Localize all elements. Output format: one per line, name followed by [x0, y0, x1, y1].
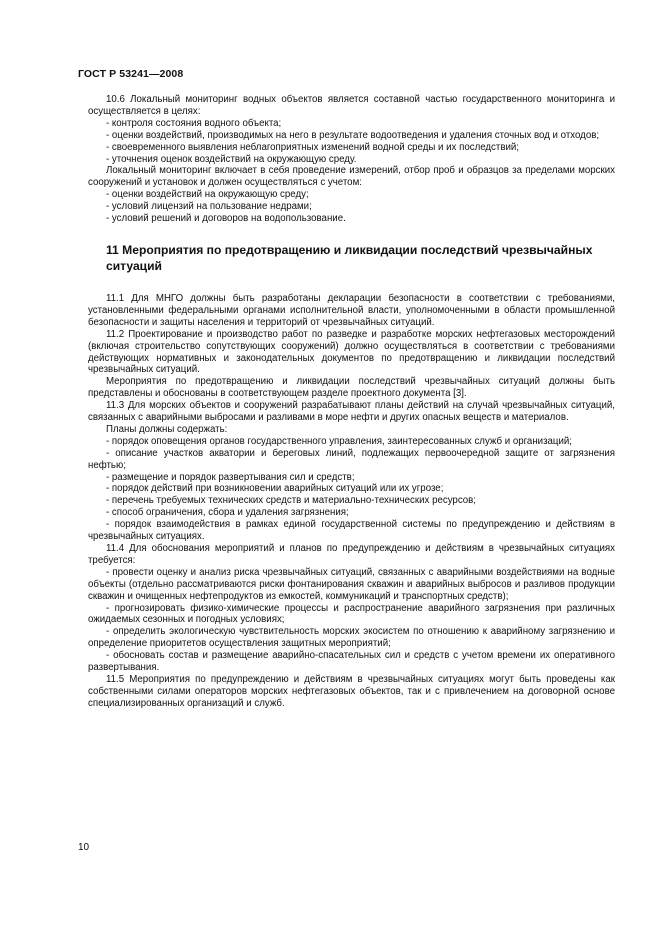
list-item: - контроля состояния водного объекта;: [106, 117, 282, 129]
list-item: - порядок взаимодействия в рамках единой государственной системы по предупреждению и действиям в чрезвычайных ситуациях.: [88, 519, 615, 543]
list-item: - оценки воздействий, производимых на него в результате водоотведения и удаления сточных вод и отходов;: [106, 129, 600, 141]
paragraph: 11.2 Проектирование и производство работ по разведке и разработке морских нефтегазовых месторождений (включая строительство сопутствующих сооружений) должно осуществляться в соответствии с требованиями действующих нормативных и законодательных документов по предотвращению и ликвидации последствий чрезвычайных ситуаций.: [88, 328, 615, 376]
list-item: - размещение и порядок развертывания сил и средств;: [106, 471, 355, 483]
paragraph: 11.4 Для обоснования мероприятий и планов по предупреждению и действиям в чрезвычайных ситуациях требуется:: [88, 543, 615, 566]
list-item: - прогнозировать физико-химические процессы и распространение аварийного загрязнения при различных ожидаемых сезонных и погодных условиях;: [88, 602, 615, 626]
list-item: - условий решений и договоров на водопользование.: [106, 213, 346, 225]
list-item: - порядок действий при возникновении аварийных ситуаций или их угрозе;: [106, 483, 444, 495]
list-item: - обосновать состав и размещение аварийно-спасательных сил и средств с учетом времени их оперативного развертывания.: [88, 650, 615, 674]
list-item: - своевременного выявления неблагоприятных изменений водной среды и их последствий;: [106, 141, 519, 153]
paragraph: Планы должны содержать:: [106, 423, 228, 435]
list-item: - провести оценку и анализ риска чрезвычайных ситуаций, связанных с аварийными воздействиями на водные объекты (отдельно рассматриваются риски фонтанирования скважин и аварийных выбросов и разливов продукции скважин и очищенных нефтепродуктов из емкостей, коммуникаций и транспортных средств);: [88, 566, 615, 602]
paragraph: 11.5 Мероприятия по предупреждению и действиям в чрезвычайных ситуациях могут быть проведены как собственными силами операторов морских нефтегазовых объектов, так и с привлечением на договорной основе специализированных организаций и служб.: [88, 673, 615, 709]
page-number: 10: [78, 842, 90, 853]
body-text: [88, 94, 615, 710]
paragraph: Локальный мониторинг включает в себя проведение измерений, отбор проб и образцов за пределами морских сооружений и установок и должен осуществляться с учетом:: [88, 165, 615, 189]
paragraph: 11.3 Для морских объектов и сооружений разрабатывают планы действий на случай чрезвычайных ситуаций, связанных с аварийными выбросами и разливами в море нефти и других опасных веществ и материалов.: [88, 400, 615, 424]
paragraph: Мероприятия по предотвращению и ликвидации последствий чрезвычайных ситуаций должны быть представлены и обоснованы в соответствующем разделе проектного документа [3].: [88, 376, 615, 400]
list-item: - описание участков акватории и береговых линий, подлежащих первоочередной защите от загрязнения нефтью;: [88, 447, 615, 471]
list-item: - оценки воздействий на окружающую среду;: [106, 189, 309, 201]
list-item: - определить экологическую чувствительность морских экосистем по отношению к аварийному загрязнению и определение приоритетов осуществления защитных мероприятий;: [88, 626, 615, 650]
list-item: - способ ограничения, сбора и удаления загрязнения;: [106, 507, 349, 519]
paragraph: 10.6 Локальный мониторинг водных объектов является составной частью государственного мониторинга и осуществляется в целях:: [88, 94, 615, 117]
list-item: - условий лицензий на пользование недрами;: [106, 201, 312, 213]
list-item: - перечень требуемых технических средств и материально-технических ресурсов;: [106, 495, 476, 507]
section-heading: 11 Мероприятия по предотвращению и ликвидации последствий чрезвычайных ситуаций: [106, 242, 593, 273]
list-item: - порядок оповещения органов государственного управления, заинтересованных служб и организаций;: [106, 435, 572, 447]
paragraph: 11.1 Для МНГО должны быть разработаны декларации безопасности в соответствии с требованиями, установленными федеральными органами исполнительной власти, уполномоченными в области промышленной безопасности и защиты населения и территорий от чрезвычайных ситуаций.: [88, 292, 615, 328]
list-item: - уточнения оценок воздействий на окружающую среду.: [106, 153, 357, 165]
document-header: ГОСТ Р 53241—2008: [78, 68, 184, 80]
